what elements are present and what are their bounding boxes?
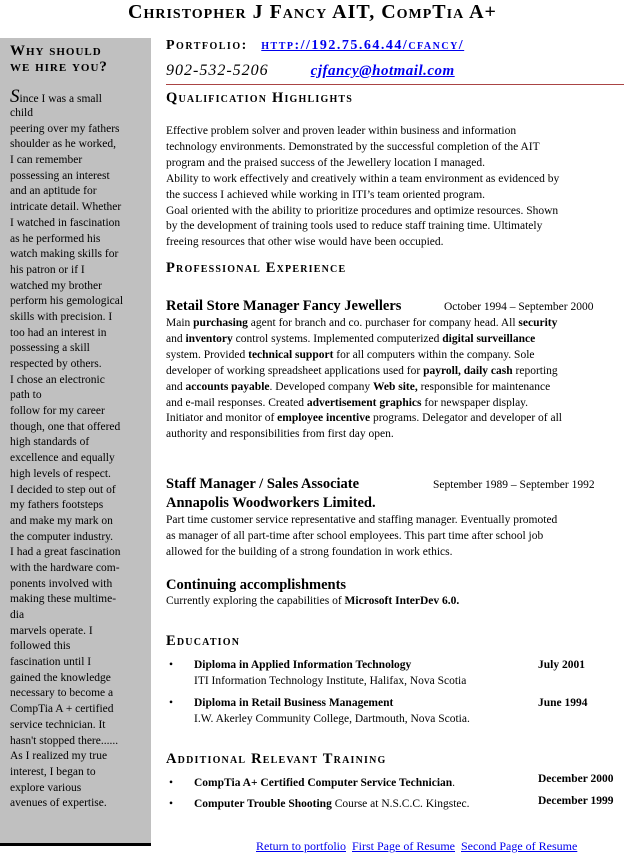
sidebar-line: intricate detail. Whether (10, 201, 122, 214)
sidebar-line: follow for my career (10, 405, 105, 418)
continuing-title: Continuing accomplishments (166, 577, 347, 593)
job2-dates: September 1989 – September 1992 (433, 479, 595, 491)
contact-divider (166, 84, 624, 85)
job1-line: system. Provided technical support for all computers within the company. Sole (166, 348, 535, 361)
bullet-icon: • (169, 659, 174, 671)
qualification-line: the success I achieved while working in ITI’s team oriented program. (166, 188, 486, 201)
portfolio-line (166, 36, 464, 56)
job2-line: Part time customer service representative and staffing manager. Eventually promoted (166, 514, 558, 526)
sidebar-first-line-text: ince I was a small (19, 93, 102, 105)
job1-dates: October 1994 – September 2000 (444, 301, 594, 313)
qualification-line: Ability to work effectively and creatively within a team environment as evidenced by (166, 172, 560, 185)
education-school: ITI Information Technology Institute, Halifax, Nova Scotia (194, 675, 467, 687)
job1-line: Initiator and monitor of employee incentive programs. Delegator and developer of all (166, 412, 563, 425)
sidebar-line: child (10, 107, 33, 119)
job2-description (166, 513, 557, 561)
sidebar-line: shoulder as he worked, (10, 138, 117, 151)
experience-heading: Professional Experience (166, 260, 347, 276)
job1-line: and inventory control systems. Implemented computerized digital surveillance (166, 332, 536, 345)
dropcap-letter: S (10, 86, 20, 107)
sidebar-title (10, 43, 150, 75)
email-link[interactable]: cjfancy@hotmail.com (310, 63, 455, 79)
sidebar-line: service technician. It (10, 718, 106, 731)
bullet-icon: • (169, 697, 174, 709)
training-date: December 1999 (538, 795, 614, 807)
second-page-link[interactable]: Second Page of Resume (461, 839, 578, 853)
sidebar-lines (10, 106, 150, 812)
sidebar-line: I had a great fascination (10, 546, 121, 559)
return-to-portfolio-link[interactable]: Return to portfolio (256, 839, 346, 853)
job1-line: authority and responsibilities from first day open. (166, 428, 394, 441)
sidebar-body (10, 87, 150, 812)
qualifications-text (166, 124, 559, 251)
job2-company: Annapolis Woodworkers Limited. (166, 495, 376, 511)
portfolio-link[interactable]: http://192.75.64.44/cfancy/ (261, 38, 465, 53)
sidebar-line: watch making skills for (10, 248, 119, 261)
job2-title: Staff Manager / Sales Associate (166, 476, 360, 492)
training-heading: Additional Relevant Training (166, 751, 387, 767)
sidebar-line: I chose an electronic (10, 373, 105, 386)
job1-description (166, 316, 562, 443)
sidebar-line: possessing a skill (10, 342, 90, 355)
education-school: I.W. Akerley Community College, Dartmouth, Nova Scotia. (194, 713, 470, 725)
sidebar-line: and an aptitude for (10, 185, 97, 198)
sidebar-line: I can remember (10, 154, 83, 167)
sidebar-line: the computer industry. (10, 530, 114, 543)
job1-title: Retail Store Manager Fancy Jewellers (166, 298, 402, 314)
sidebar-line: peering over my fathers (10, 122, 120, 135)
sidebar-line: skills with precision. I (10, 310, 113, 323)
sidebar-line: gained the knowledge (10, 671, 111, 684)
sidebar-line: watched my brother (10, 279, 102, 292)
qualifications-heading: Qualification Highlights (166, 90, 354, 106)
sidebar-line: my fathers footsteps (10, 499, 104, 512)
qualification-line: program and the praised success of the Jewellery location I managed. (166, 156, 486, 169)
education-item (194, 695, 470, 727)
sidebar-line: fascination until I (10, 656, 92, 669)
job2-line: allowed for the building of a strong foundation in work ethics. (166, 545, 453, 558)
sidebar-title-line2: we hire you? (10, 59, 108, 75)
sidebar-first-line (10, 87, 150, 106)
job1-line: and accounts payable. Developed company Web site, responsible for maintenance (166, 380, 551, 393)
education-date: July 2001 (538, 659, 585, 671)
sidebar-line: excellence and equally (10, 452, 115, 465)
sidebar-line: high levels of respect. (10, 467, 111, 480)
sidebar-line: ponents involved with (10, 577, 113, 590)
sidebar-line: as he performed his (10, 232, 101, 245)
sidebar-line: necessary to become a (10, 687, 114, 700)
sidebar-line: marvels operate. I (10, 624, 93, 637)
sidebar-line: though, one that offered (10, 420, 121, 433)
contact-line (166, 60, 455, 82)
sidebar-line: with the hardware com- (10, 561, 120, 574)
sidebar-line: perform his gemological (10, 295, 124, 308)
qualification-line: Effective problem solver and proven leader within business and information (166, 125, 517, 137)
sidebar-line: respected by others. (10, 358, 102, 370)
education-degree: Diploma in Applied Information Technology (194, 659, 412, 671)
sidebar-line: explore various (10, 781, 82, 794)
sidebar-line: avenues of expertise. (10, 797, 107, 810)
sidebar-line: possessing an interest (10, 169, 110, 182)
sidebar-line: hasn't stopped there...... (10, 734, 119, 747)
sidebar-title-line1: Why should (10, 43, 102, 59)
education-item (194, 657, 466, 689)
job1-line: and e-mail responses. Created advertisement graphics for newspaper display. (166, 396, 529, 409)
job1-line: Main purchasing agent for branch and co. purchaser for company head. All security (166, 317, 558, 329)
qualification-line: by the development of training tools used to reduce staff training time. Ultimately (166, 220, 543, 233)
sidebar-line: I watched in fascination (10, 216, 121, 229)
phone-number: 902-532-5206 (166, 62, 269, 79)
sidebar-line: path to (10, 389, 42, 402)
sidebar-line: CompTia A + certified (10, 703, 114, 716)
bullet-icon: • (169, 798, 174, 810)
training-date: December 2000 (538, 773, 614, 785)
sidebar-line: As I realized my true (10, 750, 108, 763)
job1-line: developer of working spreadsheet applications used for payroll, daily cash reporting (166, 364, 558, 377)
sidebar-line: too had an interest in (10, 326, 107, 339)
sidebar-line: interest, I began to (10, 765, 96, 778)
footer-links (256, 839, 577, 854)
sidebar-line: making these multime- (10, 593, 117, 606)
qualification-line: freeing resources that other wise would have been occupied. (166, 236, 444, 249)
sidebar-line: and make my mark on (10, 514, 113, 527)
job2-line: as manager of all part-time after school employees. This part time after school job (166, 529, 544, 542)
sidebar-line: I decided to step out of (10, 483, 116, 496)
training-item: Computer Trouble Shooting Course at N.S.C.C. Kingstec. (194, 798, 470, 810)
qualification-line: Goal oriented with the ability to prioritize procedures and optimize resources. Shown (166, 204, 559, 217)
education-heading: Education (166, 633, 241, 649)
continuing-text: Currently exploring the capabilities of Microsoft InterDev 6.0. (166, 595, 460, 607)
bullet-icon: • (169, 777, 174, 789)
sidebar-line: dia (10, 609, 25, 621)
sidebar-line: his patron or if I (10, 263, 85, 276)
first-page-link[interactable]: First Page of Resume (352, 839, 455, 853)
training-item: CompTia A+ Certified Computer Service Technician. (194, 777, 456, 789)
portfolio-label: Portfolio: (166, 38, 248, 53)
education-degree: Diploma in Retail Business Management (194, 697, 394, 709)
resume-name: Christopher J Fancy AIT, CompTia A+ (128, 1, 497, 23)
qualification-line: technology environments. Demonstrated by the successful completion of the AIT (166, 140, 540, 153)
sidebar-line: high standards of (10, 436, 90, 449)
sidebar-bottom-rule (0, 843, 151, 846)
education-date: June 1994 (538, 697, 588, 709)
sidebar-line: followed this (10, 640, 71, 653)
